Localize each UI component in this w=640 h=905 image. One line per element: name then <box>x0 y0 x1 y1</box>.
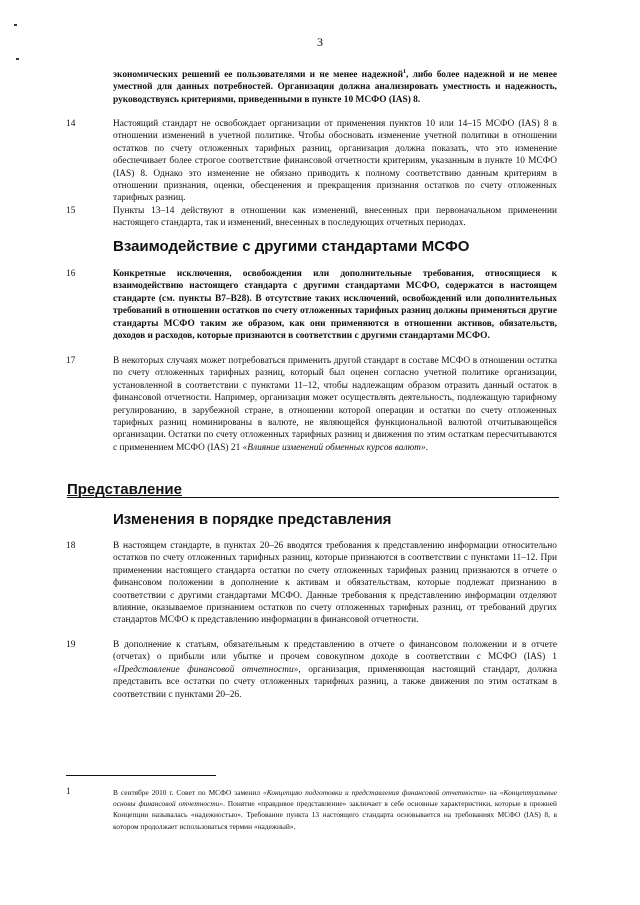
paragraph-number: 19 <box>66 640 76 650</box>
footnote-text: В сентябре 2010 г. Совет по МСФО заменил «Концепцию подготовки и представления финансовой отчетности» на «Концептуальные основы финансовой отчетности». Понятие «правдивое представление» заключает в себе основные характеристики, которые в прежней Концепции называлась «надежностью». Требование пункта 13 настоящего стандарта основывается на требованиях МСФО (IAS) 8, в котором продолжает использоваться термин «надежный». <box>113 788 557 831</box>
paragraph-number: 18 <box>66 541 76 551</box>
paragraph-number: 14 <box>66 119 76 129</box>
paragraph-15: Пункты 13–14 действуют в отношении как изменений, внесенных при первоначальном применении настоящего стандарта, так и изменений, внесенных в последующих отчетных периодах. <box>113 206 557 229</box>
paragraph-17: В некоторых случаях может потребоваться применить другой стандарт в составе МСФО в отношении остатка по счету отложенных тарифных разниц, который был оценен согласно учетной политике организации, установленной в соответствии с пунктами 11–12, чтобы надлежащим образом отразить данный остаток в финансовой отчетности. Например, организация может осуществлять деятельность, подлежащую тарифному регулированию, в зарубежной стране, в отношении которой операции и остатки по счету отложенных тарифных разниц номинированы в валюте, не являющейся функциональной валютой отчитывающейся организации. Остатки по счету отложенных тарифных разниц и движения по этим остаткам пересчитываются с применением МСФО (IAS) 21 «Влияние изменений обменных курсов валют». <box>113 356 557 453</box>
section-heading: Изменения в порядке представления <box>113 511 392 528</box>
section-heading: Взаимодействие с другими стандартами МСФО <box>113 238 470 255</box>
footnote-number: 1 <box>66 786 71 796</box>
paragraph-16: Конкретные исключения, освобождения или дополнительные требования, относящиеся к взаимодействию настоящего стандарта с другими стандартами МСФО, содержатся в настоящем стандарте (см. пункты B7–B28). В отсутствие таких исключений, освобождений или дополнительных требований в отношении остатков по счету отложенных тарифных разниц должны применяться другие стандарты МСФО таким же образом, как они применяются в отношении активов, обязательств, доходов и расходов, которые признаются в соответствии с другими стандартами МСФО. <box>113 269 557 342</box>
paragraph-number: 15 <box>66 206 76 216</box>
footnote-reference: 1 <box>402 68 406 75</box>
page-number: 3 <box>317 35 323 49</box>
intro-paragraph: экономических решений ее пользователями и не менее надежной$^1$, либо более надежной и не менее уместной для данных потребностей. Организация должна анализировать уместность и надежность, руководствуясь критериями, приведенными в пункте 10 МСФО (IAS) 8. <box>113 68 557 105</box>
paragraph-number: 17 <box>66 356 76 366</box>
paragraph-19: В дополнение к статьям, обязательным к представлению в отчете о финансовом положении и в отчете (отчетах) о прибыли или убытке и прочем совокупном доходе в соответствии с МСФО (IAS) 1 «Представление финансовой отчетности», организация, применяющая настоящий стандарт, должна представить все остатки по счету отложенных тарифных разниц, а также движения по этим остаткам в соответствии с пунктами 20–26. <box>113 640 557 700</box>
paragraph-14: Настоящий стандарт не освобождает организации от применения пунктов 10 или 14–15 МСФО (IAS) 8 в отношении изменений в учетной политике. Чтобы обосновать изменение учетной политики в отношении остатков по счету отложенных тарифных разниц, организация должна показать, что это изменение обеспечивает более строгое соответствие финансовой отчетности критериям, указанным в пункте 10 МСФО (IAS) 8. Однако это изменение не обязано приводить к полному соответствию данным критериям в отношении признания, оценки, обесценения и прекращения признания остатков по счету отложенных тарифных разниц. <box>113 119 557 204</box>
heading-rule <box>67 497 559 498</box>
scan-artifact <box>16 58 19 60</box>
chapter-heading: Представление <box>67 481 182 498</box>
paragraph-number: 16 <box>66 269 76 279</box>
paragraph-18: В настоящем стандарте, в пунктах 20–26 вводятся требования к представлению информации относительно остатков по счету отложенных тарифных разниц, которые признаются в соответствии с пунктами 11–12. При применении настоящего стандарта остатки по счету отложенных тарифных разниц признаются в отчете о финансовом положении в дополнение к активам и обязательствам, которые подлежат признанию в соответствии с другими стандартами МСФО. Данные требования к представлению информации отделяют влияние, оказываемое признанием остатков по счету отложенных тарифных разниц, от требований других стандартов МСФО к представлению информации в финансовой отчетности. <box>113 541 557 626</box>
scan-artifact <box>14 24 17 26</box>
footnote-separator <box>66 775 216 776</box>
